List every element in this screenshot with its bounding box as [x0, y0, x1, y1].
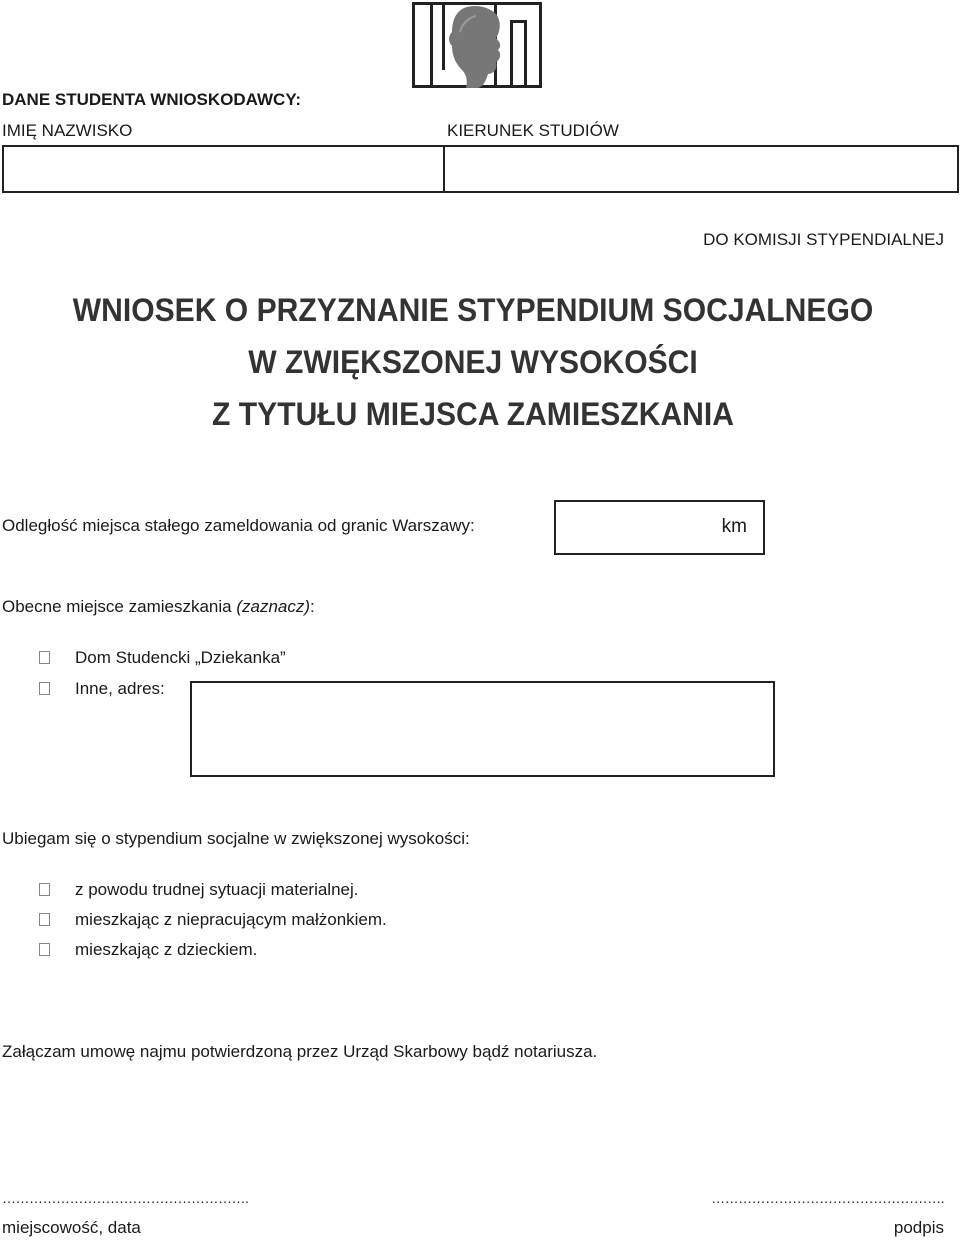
form-title-line-3: Z TYTUŁU MIEJSCA ZAMIESZKANIA	[212, 396, 734, 432]
university-logo	[412, 2, 544, 88]
signature-label: podpis	[893, 1218, 944, 1237]
place-date-label: miejscowość, data	[2, 1218, 141, 1237]
scholarship-checkbox-financial[interactable]	[39, 883, 50, 896]
signature-dots: …………………………………………….	[711, 1190, 944, 1206]
residence-option-other: Inne, adres:	[75, 679, 165, 698]
distance-label: Odległość miejsca stałego zameldowania od granic Warszawy:	[2, 516, 475, 535]
residence-option-dormitory: Dom Studencki „Dziekanka”	[75, 648, 286, 667]
residence-label-main: Obecne miejsce zamieszkania	[2, 597, 237, 616]
program-field[interactable]	[443, 145, 959, 193]
residence-checkbox-dormitory[interactable]	[39, 651, 50, 664]
scholarship-checkbox-child[interactable]	[39, 943, 50, 956]
recipient-line: DO KOMISJI STYPENDIALNEJ	[703, 230, 944, 249]
residence-label-colon: :	[310, 597, 315, 616]
scholarship-checkbox-spouse[interactable]	[39, 913, 50, 926]
scholarship-option-spouse: mieszkając z niepracującym małżonkiem.	[75, 910, 387, 929]
applicant-heading: DANE STUDENTA WNIOSKODAWCY:	[2, 90, 302, 109]
distance-unit: km	[721, 516, 747, 537]
residence-label	[2, 597, 315, 617]
distance-input[interactable]	[554, 500, 765, 555]
scholarship-option-child: mieszkając z dzieckiem.	[75, 940, 258, 959]
form-title-line-2: W ZWIĘKSZONEJ WYSOKOŚCI	[248, 344, 698, 380]
form-title-line-1: WNIOSEK O PRZYZNANIE STYPENDIUM SOCJALNEGO	[72, 292, 874, 328]
name-label: IMIĘ NAZWISKO	[2, 121, 133, 140]
place-date-dots: ……………………………………………….	[2, 1190, 249, 1206]
profile-silhouette-icon	[412, 2, 544, 88]
attachment-statement: Załączam umowę najmu potwierdzoną przez Urząd Skarbowy bądź notariusza.	[2, 1042, 598, 1061]
address-field[interactable]	[190, 681, 775, 777]
scholarship-label: Ubiegam się o stypendium socjalne w zwiększonej wysokości:	[2, 829, 470, 848]
scholarship-option-financial: z powodu trudnej sytuacji materialnej.	[75, 880, 359, 899]
residence-checkbox-other[interactable]	[39, 682, 50, 695]
residence-label-hint: (zaznacz)	[236, 597, 311, 616]
program-label: KIERUNEK STUDIÓW	[447, 121, 619, 140]
name-field[interactable]	[2, 145, 445, 193]
